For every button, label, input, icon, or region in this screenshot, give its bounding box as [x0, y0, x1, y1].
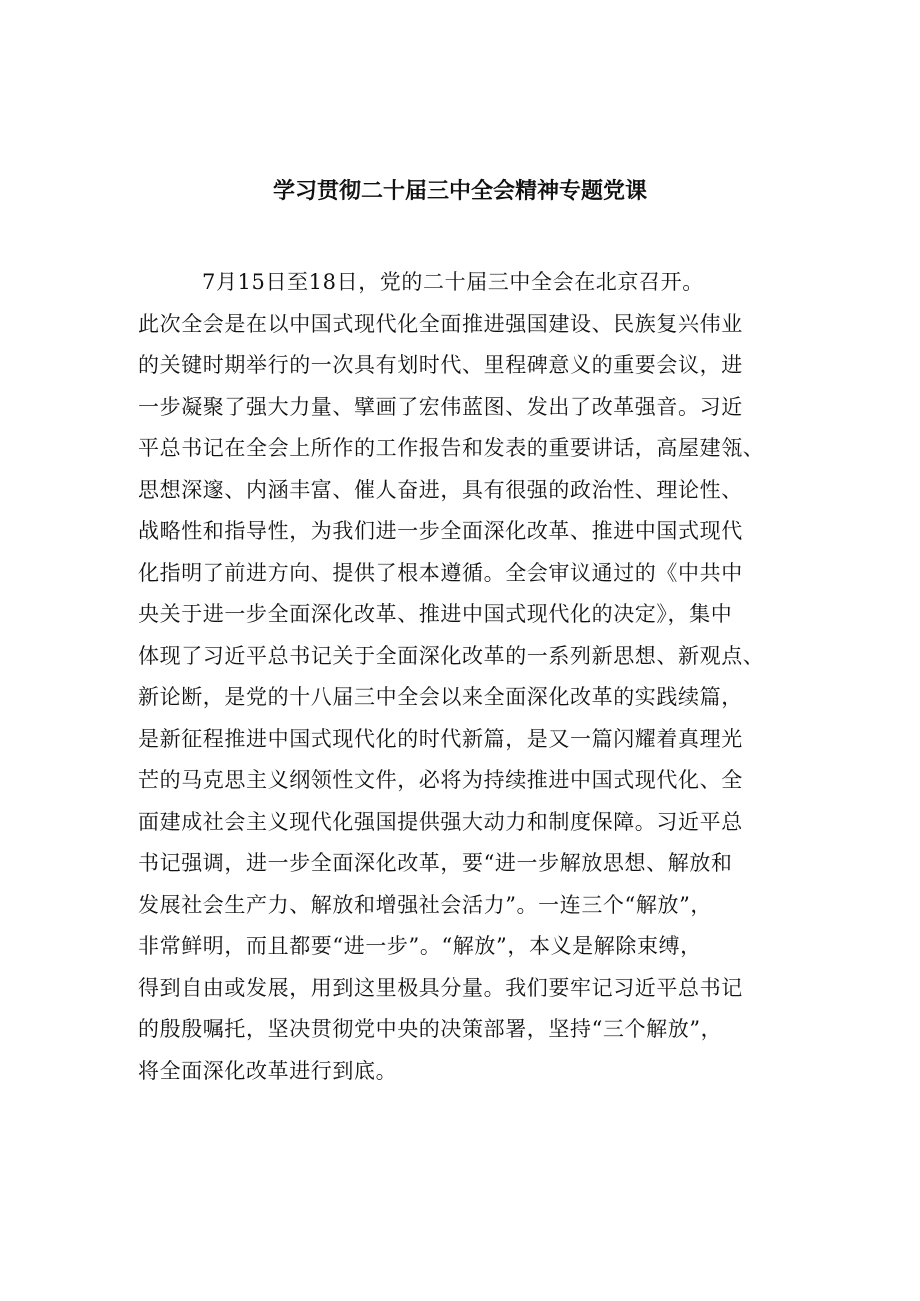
document-body	[138, 262, 798, 1092]
body-line: 一步凝聚了强大力量、擘画了宏伟蓝图、发出了改革强音。习近	[138, 394, 743, 419]
body-line: 化指明了前进方向、提供了根本遵循。全会审议通过的《中共中	[138, 560, 743, 585]
body-line: 将全面深化改革进行到底。	[138, 1058, 398, 1083]
body-line: 战略性和指导性，为我们进一步全面深化改革、推进中国式现代	[138, 519, 743, 543]
body-line: 体现了习近平总书记关于全面深化改革的一系列新思想、新观点、	[138, 643, 765, 668]
document-title: 学习贯彻二十届三中全会精神专题党课	[272, 179, 647, 204]
body-line: 是新征程推进中国式现代化的时代新篇，是又一篇闪耀着真理光	[138, 726, 743, 751]
body-line: 思想深邃、内涵丰富、催人奋进，具有很强的政治性、理论性、	[138, 477, 743, 502]
body-line: 的殷殷嘱托，坚决贯彻党中央的决策部署，坚持“三个解放”，	[138, 1017, 723, 1041]
body-line: 书记强调，进一步全面深化改革，要“进一步解放思想、解放和	[138, 851, 733, 875]
body-line: 新论断，是党的十八届三中全会以来全面深化改革的实践续篇，	[138, 685, 743, 709]
body-line: 芒的马克思主义纲领性文件，必将为持续推进中国式现代化、全	[138, 768, 743, 792]
body-line: 发展社会生产力、解放和增强社会活力”。一连三个“解放”，	[138, 892, 713, 917]
body-line: 的关键时期举行的一次具有划时代、里程碑意义的重要会议，进	[138, 353, 743, 377]
body-line: 7月15日至18日，党的二十届三中全会在北京召开。	[202, 270, 704, 294]
body-line: 得到自由或发展，用到这里极具分量。我们要牢记习近平总书记	[138, 975, 743, 1000]
body-line: 央关于进一步全面深化改革、推进中国式现代化的决定》，集中	[138, 602, 733, 626]
body-line: 非常鲜明，而且都要“进一步”。“解放”，本义是解除束缚，	[138, 934, 702, 958]
body-line: 平总书记在全会上所作的工作报告和发表的重要讲话，高屋建瓴、	[138, 436, 765, 460]
body-line: 此次全会是在以中国式现代化全面推进强国建设、民族复兴伟业	[138, 311, 743, 336]
body-line: 面建成社会主义现代化强国提供强大动力和制度保障。习近平总	[138, 809, 743, 834]
